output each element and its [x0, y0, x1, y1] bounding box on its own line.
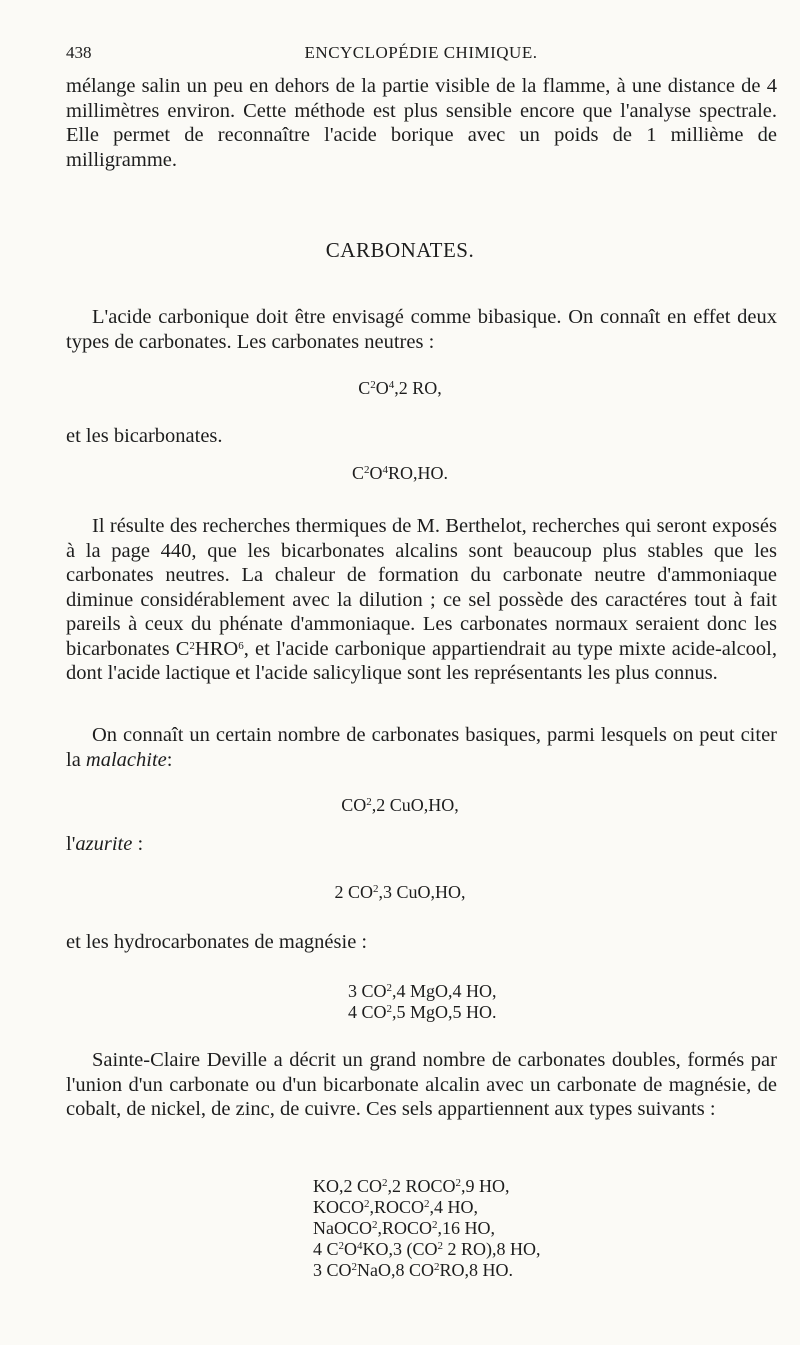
paragraph-bibasique: L'acide carbonique doit être envisagé comme bibasique. On connaît en effet deux types de carbonates. Les carbonates neutres : — [66, 306, 777, 353]
formula-line: KOCO$^2$,ROCO$^2$,4 HO, — [313, 1197, 479, 1217]
running-title: ENCYCLOPÉDIE CHIMIQUE. — [304, 43, 538, 62]
section-heading: CARBONATES. — [325, 238, 475, 262]
formula-line: KO,2 $CO^2,2$ ROCO$^2$,9 HO, — [313, 1176, 510, 1196]
formula-line: 3 $CO^2,4$ MgO,4 HO, — [348, 981, 497, 1001]
formula-line: 3 $CO^2NaO,8$ $CO^2RO,8$ HO. — [313, 1260, 514, 1280]
formula-bicarbonates: $C^2O^4RO,HO$. — [351, 463, 449, 483]
page-header — [66, 40, 776, 66]
line-azurite: l'azurite : — [66, 833, 144, 855]
formula-line: 4 $C^2O^4KO,3$ ($CO^2$ 2 RO),8 HO, — [313, 1239, 541, 1259]
formula-malachite: $CO^2,2$ CuO,HO, — [341, 795, 459, 815]
formula-line: 4 $CO^2,5$ MgO,5 HO. — [348, 1002, 497, 1022]
formula-hydrocarbonates — [348, 981, 497, 1023]
paragraph-deville: Sainte-Claire Deville a décrit un grand nombre de carbonates doubles, formés par l'union d'un carbonate ou d'un bicarbonate alcalin avec un carbonate de magnésie, de cobalt, de nickel, de zinc, de cuivre. Ces sels appartiennent aux types suivants : — [66, 1049, 777, 1120]
line-bicarbonates: et les bicarbonates. — [66, 425, 223, 447]
paragraph-flame-method: mélange salin un peu en dehors de la partie visible de la flamme, à une distance de 4 millimètres environ. Cette méthode est plus sensible encore que l'analyse spectrale. Elle permet de reconnaître l'acide borique avec un poids de 1 millième de milligramme. — [66, 75, 777, 171]
formula-carbonates-doubles — [313, 1176, 541, 1281]
paragraph-carbonates-basiques: On connaît un certain nombre de carbonates basiques, parmi lesquels on peut citer la malachite: — [66, 724, 777, 771]
formula-carbonates-neutres: $C^2O^4,2$ RO, — [358, 378, 442, 398]
formula-azurite: 2 $CO^2,3$ CuO,HO, — [334, 882, 466, 902]
paragraph-berthelot: Il résulte des recherches thermiques de M. Berthelot, recherches qui seront exposés à la page 440, que les bicarbonates alcalins sont beaucoup plus stables que les carbonates neutres. La chaleur de formation du carbonate neutre d'ammoniaque diminue considérablement avec la dilution ; ce sel possède des caractéres tout à fait pareils à ceux du phénate d'ammoniaque. Les carbonates normaux seraient donc les bicarbonates $C^2HRO^6$, et l'acide carbonique appartiendrait au type mixte acide-alcool, dont l'acide lactique et l'acide salicylique sont les représentants les plus connus. — [66, 515, 778, 684]
line-hydrocarbonates-magnesie: et les hydrocarbonates de magnésie : — [66, 931, 368, 953]
formula-line: NaOCO$^2$,ROCO$^2$,16 HO, — [313, 1218, 496, 1238]
page-number: 438 — [66, 43, 92, 62]
